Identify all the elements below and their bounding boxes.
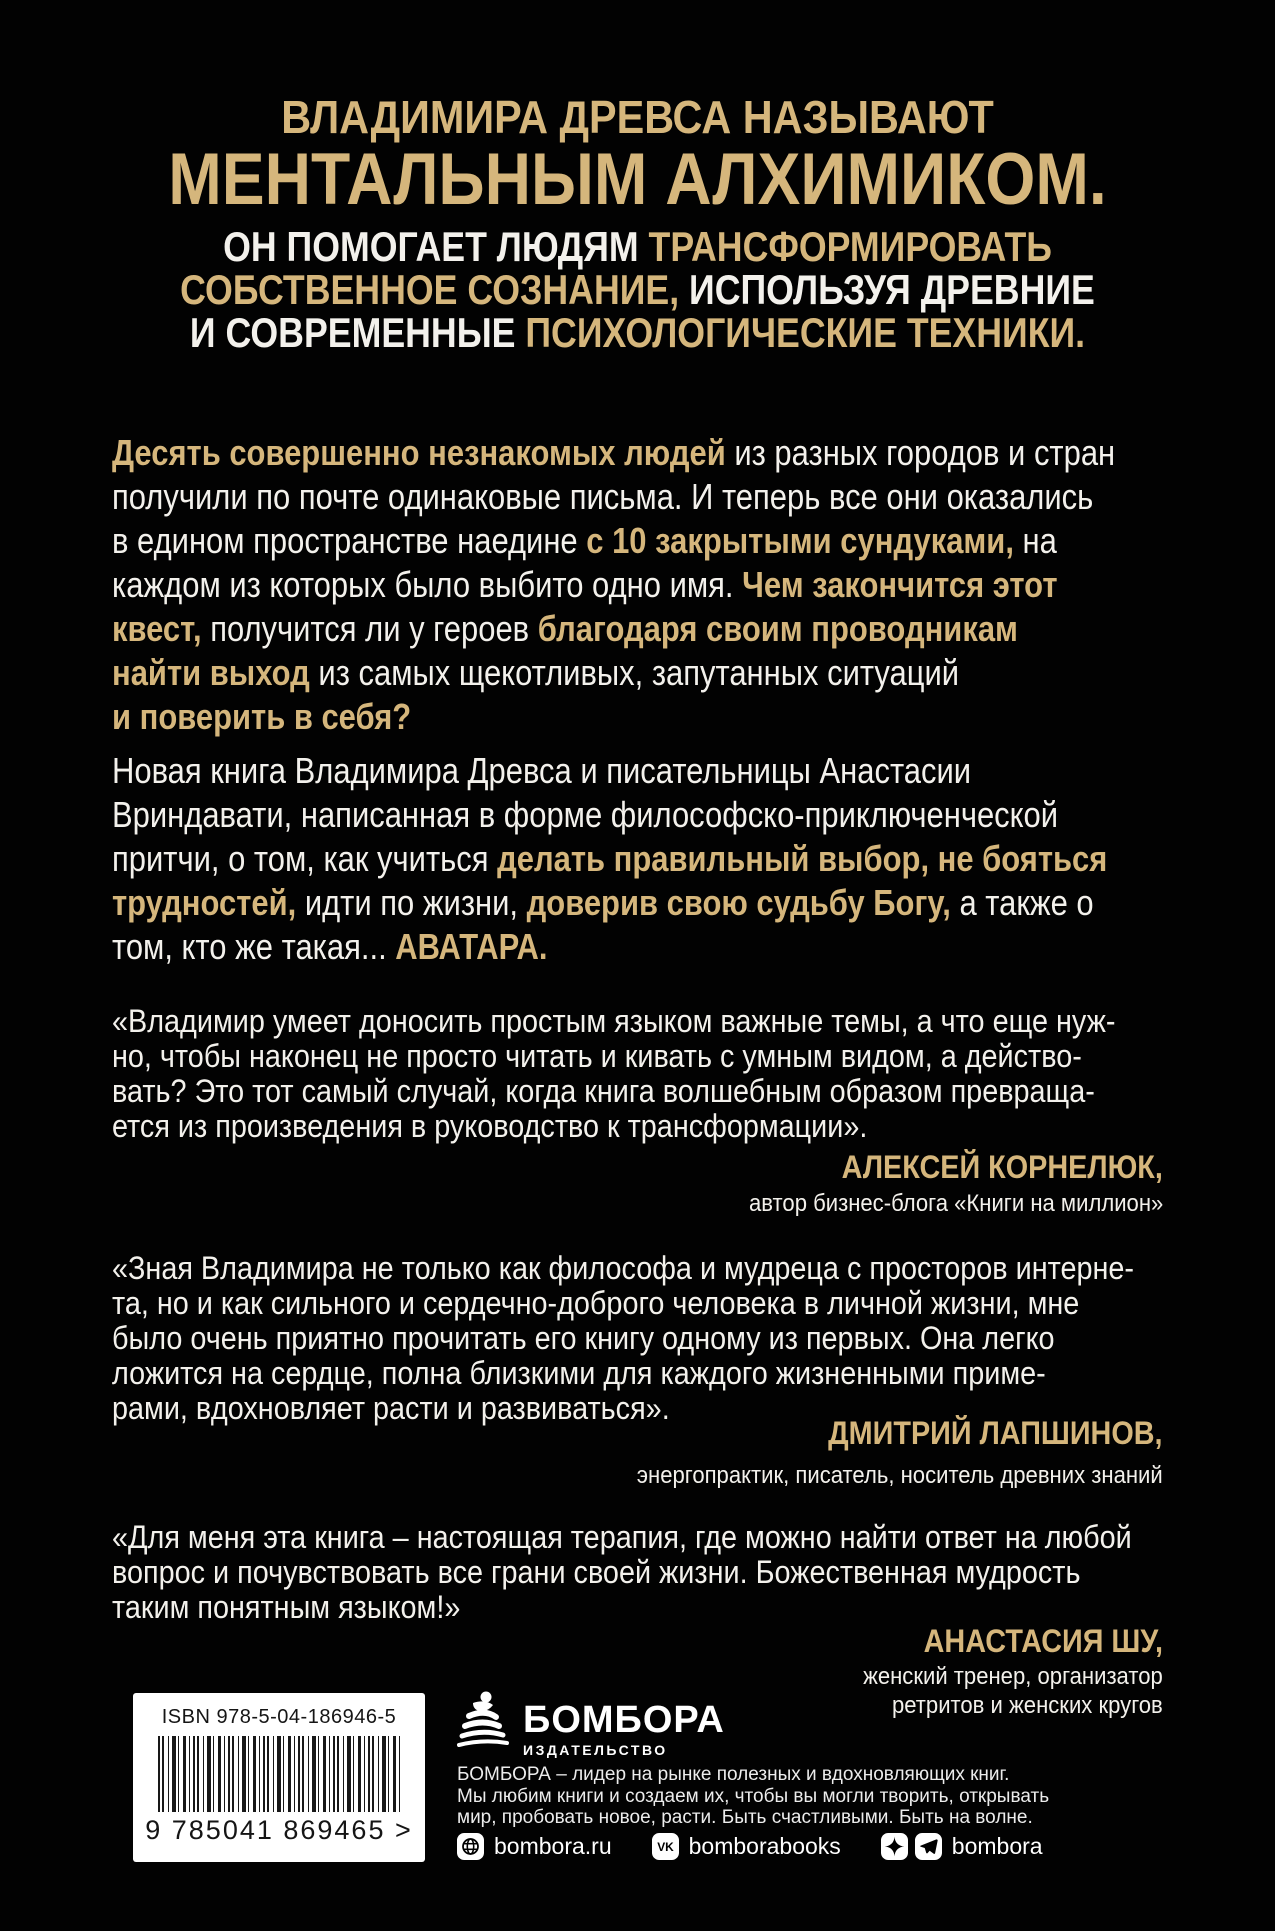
telegram-label: bombora [951, 1833, 1043, 1859]
text-line: ется из произведения в руководство к трансформации». [112, 1108, 868, 1144]
text-segment: трудностей, [112, 882, 297, 923]
website-label: bombora.ru [494, 1833, 612, 1859]
publisher-logo [455, 1690, 725, 1758]
publisher-logo-text [523, 1701, 725, 1758]
vk-item [652, 1833, 841, 1860]
text-segment: идти по жизни, [296, 882, 527, 923]
quote-1-author-role [749, 1189, 1163, 1218]
telegram-icon [915, 1833, 942, 1860]
text-segment: и поверить в себя? [112, 696, 412, 737]
text-segment: доверив свою судьбу Богу, [526, 882, 951, 923]
text-line [96, 225, 1180, 268]
text-segment: получили по почте одинаковые письма. И теперь все они оказались [112, 476, 1094, 517]
text-segment: Десять совершенно незнакомых людей [112, 432, 726, 473]
text-segment: том, кто же такая... [112, 926, 396, 967]
text-segment: ТРАНСФОРМИРОВАТЬ [648, 223, 1052, 270]
barcode-digits: 9 785041 869465 > [145, 1815, 413, 1845]
globe-icon [457, 1833, 484, 1860]
zen-icon [881, 1833, 908, 1860]
text-segment: каждом из которых было выбито одно имя. [112, 564, 743, 605]
vk-label: bomborabooks [688, 1833, 841, 1859]
quote-3-author: АНАСТАСИЯ ШУ, [923, 1623, 1163, 1659]
text-line: ложится на сердце, полна близкими для каждого жизненными приме- [112, 1355, 1046, 1391]
text-line: женский тренер, организатор [863, 1663, 1163, 1690]
text-segment: из самых щекотливых, запутанных ситуаций [309, 652, 960, 693]
headline-subtitle [0, 225, 1275, 354]
vk-icon [652, 1833, 679, 1860]
text-line [112, 793, 1107, 837]
text-line: мир, пробовать новое, расти. Быть счастливыми. Быть на волне. [457, 1807, 1033, 1828]
text-line: БОМБОРА – лидер на рынке полезных и вдохновляющих книг. [457, 1764, 1010, 1785]
text-line [112, 607, 1115, 651]
text-line: Мы любим книги и создаем их, чтобы вы могли творить, открывать [457, 1785, 1050, 1807]
quote-1 [112, 1004, 1227, 1144]
text-line [112, 431, 1115, 475]
publisher-name: БОМБОРА [523, 1699, 725, 1741]
headline-line1: ВЛАДИМИРА ДРЕВСА НАЗЫВАЮТ [281, 91, 994, 143]
text-line: «Зная Владимира не только как философа и мудреца с просторов интерне- [112, 1250, 1135, 1286]
text-line [96, 311, 1180, 354]
isbn-label: ISBN 978-5-04-186946-5 [161, 1706, 397, 1728]
text-segment: АВАТАРА. [395, 926, 548, 967]
text-line [96, 268, 1180, 311]
quote-1-author: АЛЕКСЕЙ КОРНЕЛЮК, [841, 1149, 1163, 1185]
text-line [112, 695, 1115, 739]
text-segment: Новая книга Владимира Древса и писательницы Анастасии [112, 750, 972, 791]
text-line [112, 837, 1107, 881]
text-segment: получится ли у героев [201, 608, 538, 649]
text-segment: ИСПОЛЬЗУЯ ДРЕВНИЕ [689, 266, 1095, 313]
publisher-description [457, 1764, 1049, 1829]
text-line: вать? Это тот самый случай, когда книга волшебным образом превраща- [112, 1073, 1095, 1109]
quote-2 [112, 1251, 1248, 1426]
messengers-item [881, 1833, 1043, 1860]
text-segment: Вриндавати, написанная в форме философско-приключенческой [112, 794, 1059, 835]
headline-block [0, 93, 1275, 354]
text-segment: делать правильный выбор, не бояться [497, 838, 1108, 879]
text-segment: благодаря своим проводникам [537, 608, 1018, 649]
text-segment: в едином пространстве наедине [112, 520, 587, 561]
text-segment: из разных городов и стран [725, 432, 1116, 473]
text-line [112, 563, 1115, 607]
text-segment: притчи, о том, как учиться [112, 838, 498, 879]
text-segment: Чем закончится этот [742, 564, 1058, 605]
website-item [457, 1833, 612, 1860]
barcode [158, 1736, 400, 1812]
text-line [112, 651, 1115, 695]
text-line: автор бизнес-блога «Книги на миллион» [748, 1190, 1163, 1217]
text-segment: а также о [950, 882, 1094, 923]
text-line [112, 925, 1107, 969]
barcode-box [133, 1693, 425, 1862]
svg-text:VK: VK [656, 1840, 674, 1855]
text-segment: квест, [112, 608, 202, 649]
publisher-tagline: ИЗДАТЕЛЬСТВО [523, 1742, 668, 1758]
text-line: было очень приятно прочитать его книгу одному из первых. Она легко [112, 1320, 1055, 1356]
quote-3 [112, 1520, 1245, 1625]
text-line: рами, вдохновляет расти и развиваться». [112, 1390, 670, 1426]
text-line: таким понятным языком!» [112, 1589, 461, 1625]
quote-2-author-role [637, 1461, 1163, 1490]
text-segment: найти выход [112, 652, 310, 693]
text-segment: на [1013, 520, 1057, 561]
text-line: «Владимир умеет доносить простым языком важные темы, а что еще нуж- [112, 1003, 1116, 1039]
text-segment: И СОВРЕМЕННЫЕ [189, 309, 526, 356]
text-line [112, 519, 1115, 563]
social-row [457, 1833, 1043, 1860]
intro-paragraph [112, 431, 1275, 739]
headline-line2: МЕНТАЛЬНЫМ АЛХИМИКОМ. [168, 139, 1107, 220]
text-line: та, но и как сильного и сердечно-доброго человека в личной жизни, мне [112, 1285, 1080, 1321]
quote-3-author-role [863, 1662, 1163, 1720]
text-segment: ОН ПОМОГАЕТ ЛЮДЯМ [223, 223, 649, 270]
text-line: «Для меня эта книга – настоящая терапия, где можно найти ответ на любой [112, 1519, 1132, 1555]
text-line: энергопрактик, писатель, носитель древних знаний [637, 1462, 1163, 1489]
text-segment: с 10 закрытыми сундуками, [586, 520, 1014, 561]
about-paragraph [112, 749, 1269, 969]
text-line: ретритов и женских кругов [892, 1692, 1163, 1719]
quote-2-author: ДМИТРИЙ ЛАПШИНОВ, [828, 1415, 1163, 1451]
text-line [112, 749, 1107, 793]
text-segment: ПСИХОЛОГИЧЕСКИЕ ТЕХНИКИ. [525, 309, 1086, 356]
messenger-icons [881, 1833, 942, 1860]
text-line: вопрос и почувствовать все грани своей жизни. Божественная мудрость [112, 1554, 1081, 1590]
bombora-logo-icon [455, 1690, 512, 1752]
text-line [112, 475, 1115, 519]
text-line [112, 881, 1107, 925]
text-line: но, чтобы наконец не просто читать и кивать с умным видом, а действо- [112, 1038, 1082, 1074]
text-segment: СОБСТВЕННОЕ СОЗНАНИЕ, [180, 266, 690, 313]
